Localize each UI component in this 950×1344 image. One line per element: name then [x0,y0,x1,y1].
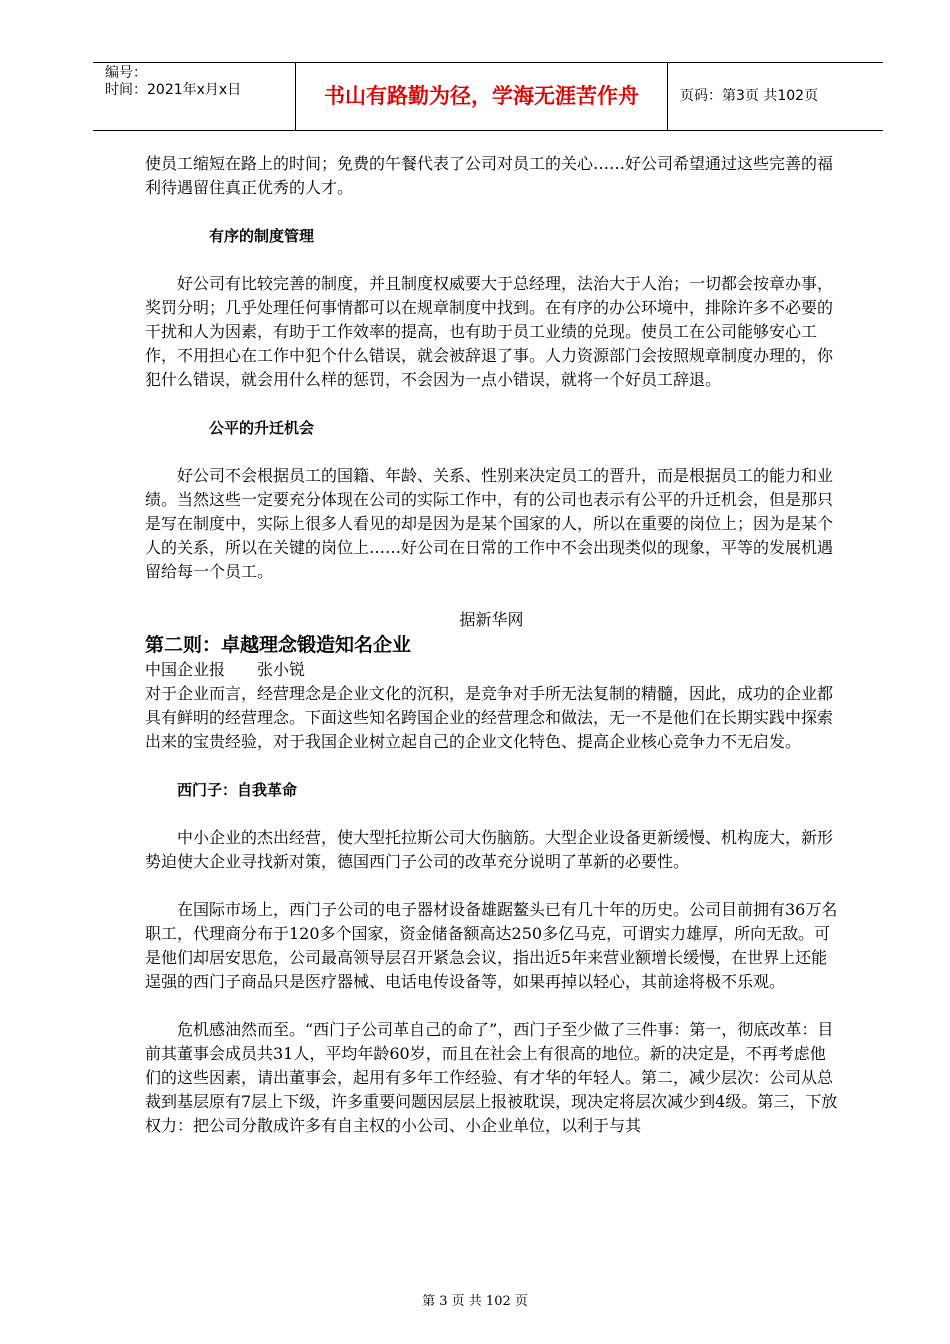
section-heading: 公平的升迁机会 [209,419,315,437]
paragraph: 好公司有比较完善的制度，并且制度权威要大于总经理，法治大于人治；一切都会按章办事，奖罚分明；几乎处理任何事情都可以在规章制度中找到。在有序的办公环境中，排除许多不必要的干扰和人为因素，有助于工作效率的提高，也有助于员工业绩的兑现。使员工在公司能够安心工作，不用担心在工作中犯个什么错误，就会被辞退了事。人力资源部门会按照规章制度办理的，你犯什么错误，就会用什么样的惩罚，不会因为一点小错误，就将一个好员工辞退。 [145,274,834,389]
document-body [145,152,838,1138]
header-meta [93,63,296,130]
paragraph: 危机感油然而至。“西门子公司革自己的命了”，西门子至少做了三件事：第一，彻底改革：目前其董事会成员共31人，平均年龄60岁，而且在社会上有很高的地位。新的决定是，不再考虑他们的这些因素，请出董事会，起用有多年工作经验、有才华的年轻人。第二，减少层次：公司从总裁到基层原有7层上下级，许多重要问题因层层上报被耽误，现决定将层次减少到4级。第三，下放权力：把公司分散成许多有自主权的小公司、小企业单位，以利于与其 [145,1020,838,1135]
paragraph: 中小企业的杰出经营，使大型托拉斯公司大伤脑筋。大型企业设备更新缓慢、机构庞大，新形势迫使大企业寻找新对策，德国西门子公司的改革充分说明了革新的必要性。 [145,828,834,871]
section-heading: 有序的制度管理 [209,227,315,245]
page-footer: 第 3 页 共 102 页 [422,1294,528,1309]
source-credit: 据新华网 [459,610,524,629]
article-title: 第二则：卓越理念锻造知名企业 [145,634,412,656]
header-page-label: 页码：第3页 共102页 [680,88,819,104]
header-slogan: 书山有路勤为径，学海无涯苦作舟 [296,63,668,130]
byline: 中国企业报 张小锐 [145,660,306,679]
doc-time-label: 时间：2021年x月x日 [105,82,242,98]
page-header [93,62,883,131]
paragraph: 好公司不会根据员工的国籍、年龄、关系、性别来决定员工的晋升，而是根据员工的能力和业绩。当然这些一定要充分体现在公司的实际工作中，有的公司也表示有公平的升迁机会，但是那只是写在制度中，实际上很多人看见的却是因为是某个国家的人，所以在重要的岗位上；因为是某个人的关系，所以在关键的岗位上……好公司在日常的工作中不会出现类似的现象，平等的发展机遇留给每一个员工。 [145,466,834,581]
paragraph: 在国际市场上，西门子公司的电子器材设备雄踞鳌头已有几十年的历史。公司目前拥有36万名职工，代理商分布于120多个国家，资金储备额高达250多亿马克，可谓实力雄厚，所向无敌。可是他们却居安思危，公司最高领导层召开紧急会议，指出近5年来营业额增长缓慢，在世界上还能逞强的西门子商品只是医疗器械、电话电传设备等，如果再掉以轻心，其前途将极不乐观。 [145,900,838,991]
paragraph: 对于企业而言，经营理念是企业文化的沉积，是竞争对手所无法复制的精髓，因此，成功的企业都具有鲜明的经营理念。下面这些知名跨国企业的经营理念和做法，无一不是他们在长期实践中探索出来的宝贵经验，对于我国企业树立起自己的企业文化特色、提高企业核心竞争力不无启发。 [145,684,834,751]
section-heading: 西门子：自我革命 [177,781,298,799]
paragraph: 使员工缩短在路上的时间；免费的午餐代表了公司对员工的关心……好公司希望通过这些完善的福利待遇留住真正优秀的人才。 [145,154,834,197]
doc-number-label: 编号： [105,65,147,81]
